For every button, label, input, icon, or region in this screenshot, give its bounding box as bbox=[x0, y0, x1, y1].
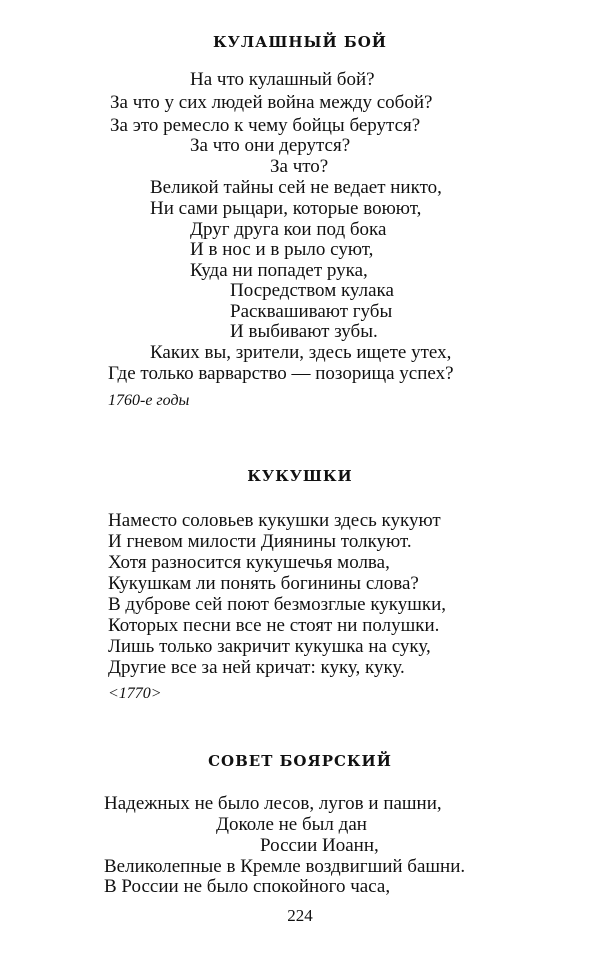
poem-title: КУЛАШНЫЙ БОЙ bbox=[213, 33, 387, 51]
poem-line: И в нос и в рыло суют, bbox=[190, 239, 374, 260]
poem-line: Куда ни попадет рука, bbox=[190, 260, 368, 281]
poem-line: И выбивают зубы. bbox=[230, 321, 378, 342]
poem-line: За что они дерутся? bbox=[190, 135, 351, 156]
poem-line: Где только варварство — позорища успех? bbox=[108, 363, 454, 384]
poem-line: России Иоанн, bbox=[260, 835, 379, 856]
poem-line: За что у сих людей война между собой? bbox=[110, 92, 433, 113]
poem-line: Хотя разносится кукушечья молва, bbox=[108, 552, 390, 573]
poem-date: 1760-е годы bbox=[108, 392, 190, 409]
poem-line: Каких вы, зрители, здесь ищете утех, bbox=[150, 342, 452, 363]
poem-line: И гневом милости Диянины толкуют. bbox=[108, 531, 412, 552]
poem-line: Лишь только закричит кукушка на суку, bbox=[108, 636, 431, 657]
poem-line: Доколе не был дан bbox=[216, 814, 367, 835]
poem-line: На что кулашный бой? bbox=[190, 69, 375, 90]
poem-line: Кукушкам ли понять богинины слова? bbox=[108, 573, 419, 594]
poem-title: СОВЕТ БОЯРСКИЙ bbox=[208, 752, 392, 770]
poem-date: <1770> bbox=[108, 685, 162, 702]
poem-line: Великолепные в Кремле воздвигший башни. bbox=[104, 856, 466, 877]
page-number: 224 bbox=[287, 906, 313, 925]
poem-line: Великой тайны сей не ведает никто, bbox=[150, 177, 442, 198]
poem-line: Посредством кулака bbox=[230, 280, 394, 301]
poem-line: Расквашивают губы bbox=[230, 301, 393, 322]
poem-line: За что? bbox=[270, 156, 329, 177]
poem-line: Ни сами рыцари, которые воюют, bbox=[150, 198, 422, 219]
poem-line: В дуброве сей поют безмозглые кукушки, bbox=[108, 594, 447, 615]
poem-title: КУКУШКИ bbox=[247, 467, 353, 485]
poem-line: Друг друга кои под бока bbox=[190, 219, 387, 240]
poem-line: За это ремесло к чему бойцы берутся? bbox=[110, 115, 421, 136]
poem-line: Которых песни все не стоят ни полушки. bbox=[108, 615, 440, 636]
poem-line: Надежных не было лесов, лугов и пашни, bbox=[104, 793, 442, 814]
poem-line: Другие все за ней кричат: куку, куку. bbox=[108, 657, 405, 678]
poem-line: Наместо соловьев кукушки здесь кукуют bbox=[108, 510, 441, 531]
poem-line: В России не было спокойного часа, bbox=[104, 876, 391, 897]
